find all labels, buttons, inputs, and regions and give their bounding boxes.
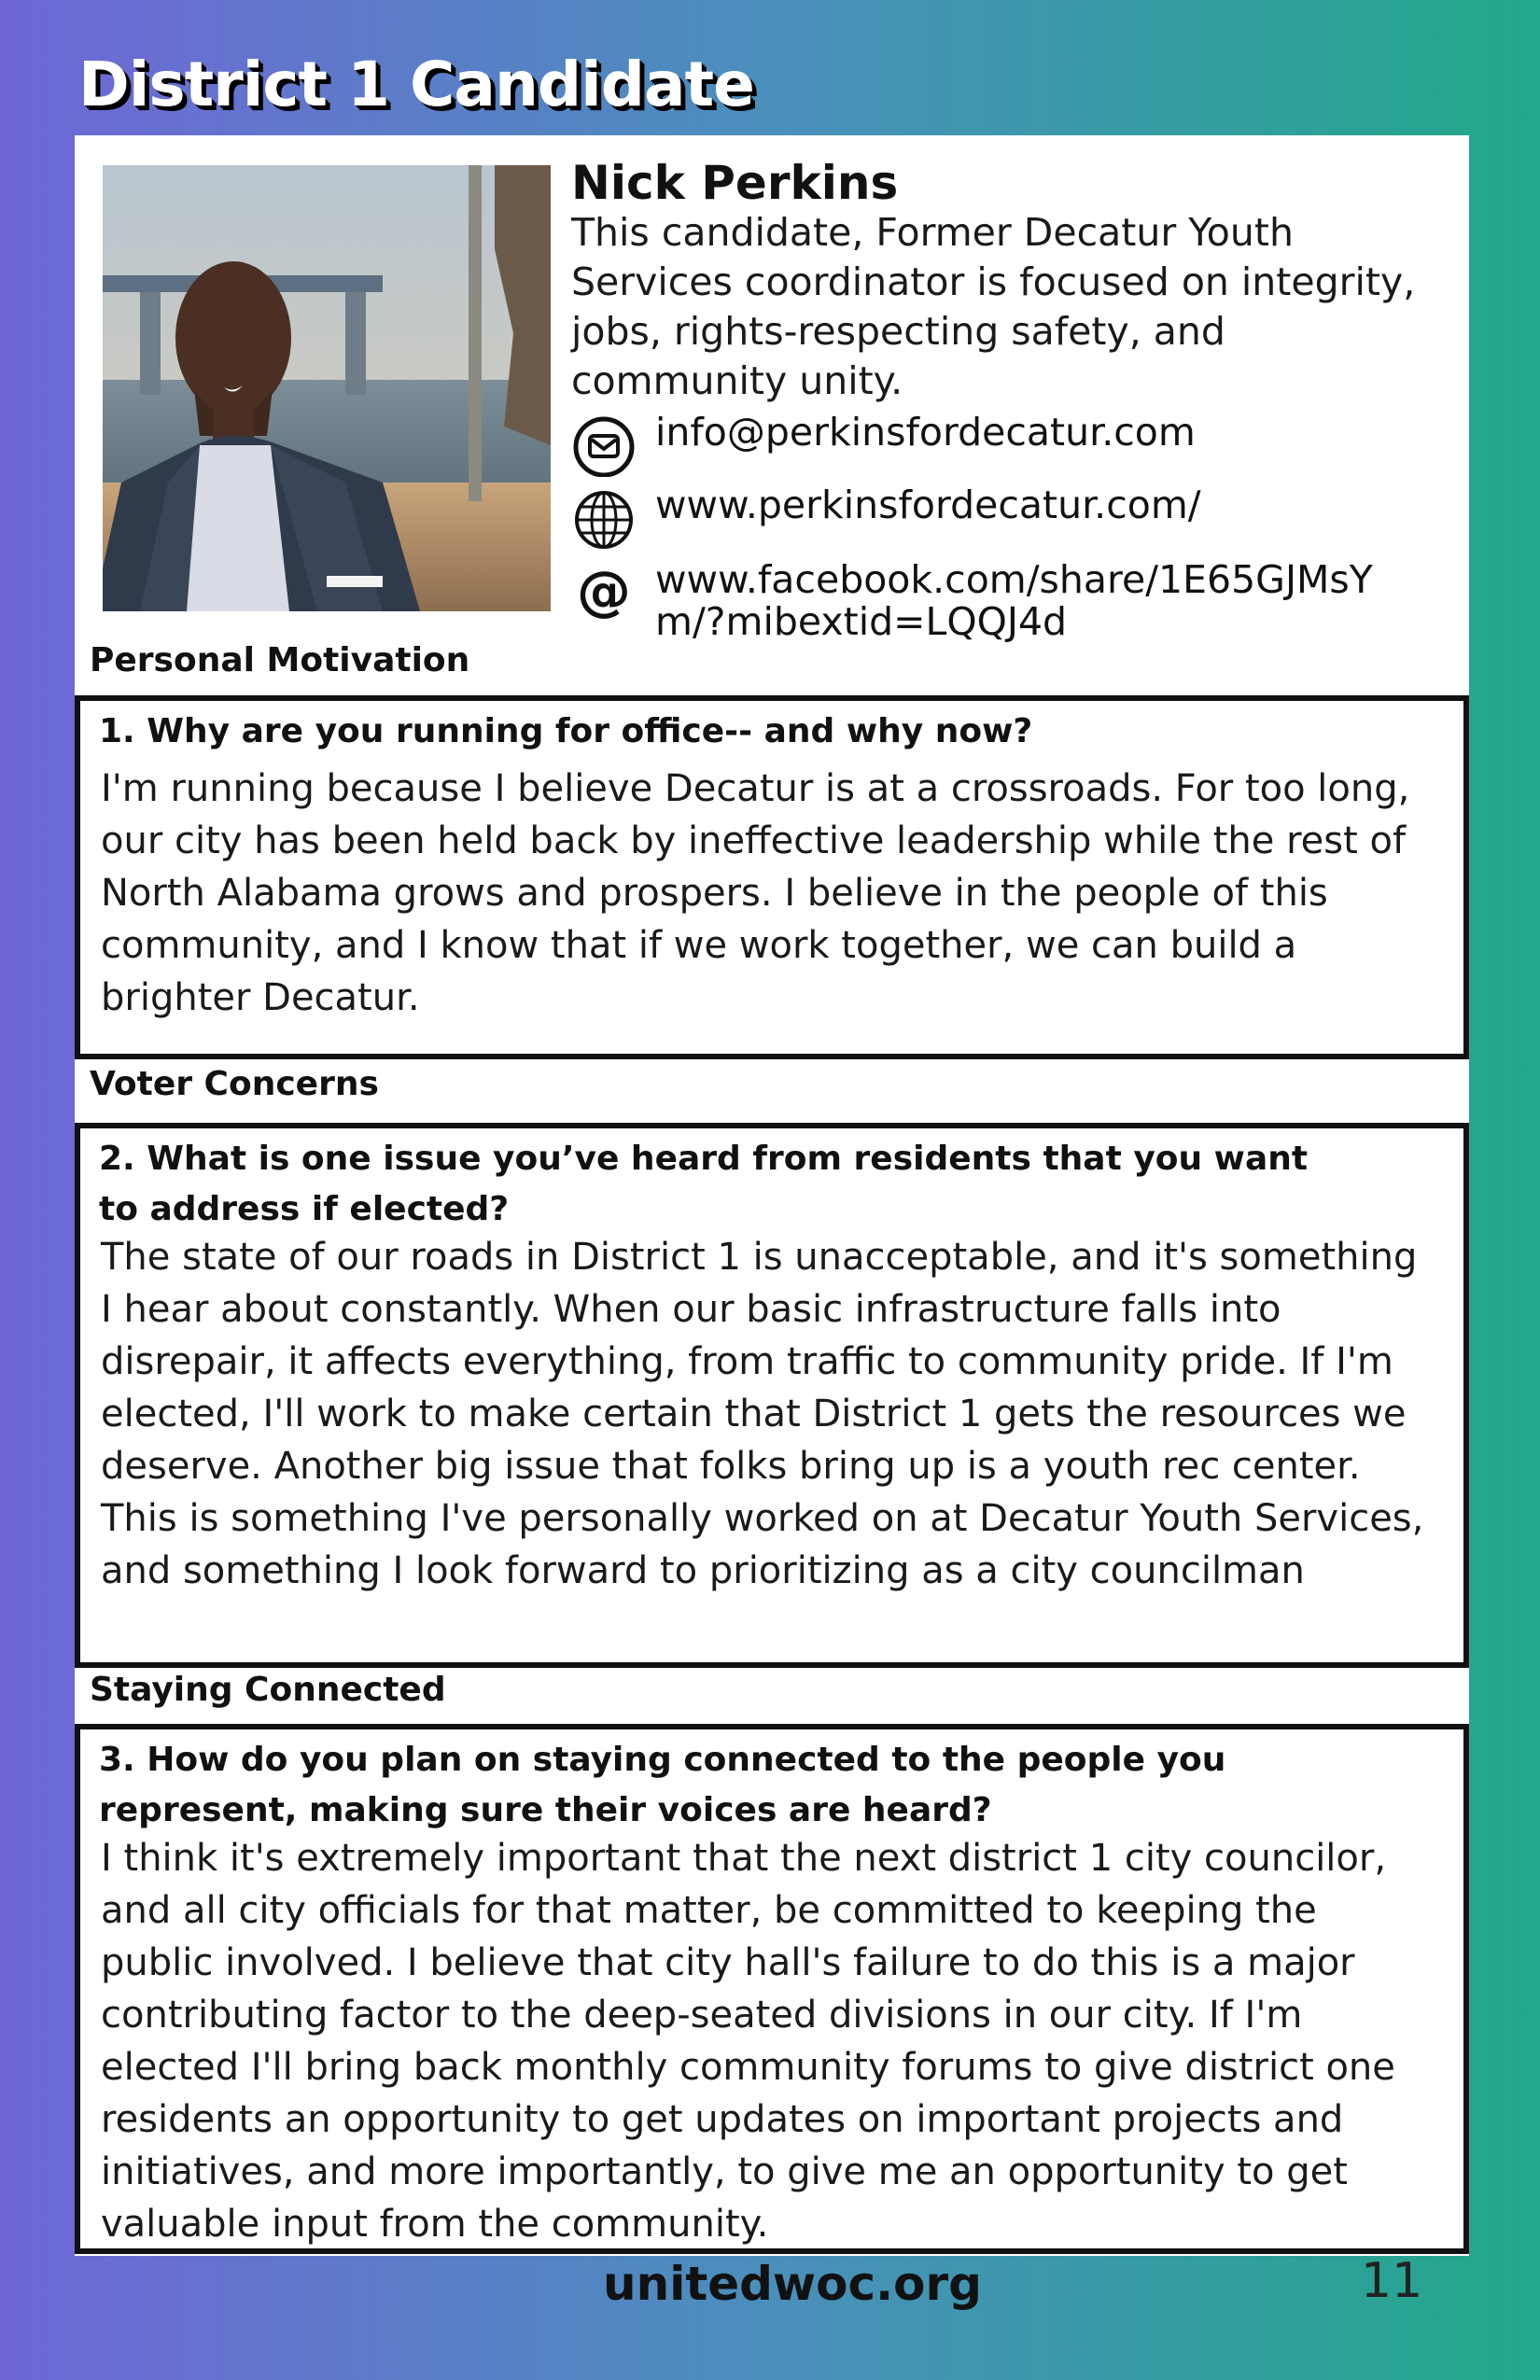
section-label-staying-connected: Staying Connected (90, 1671, 446, 1709)
contact-email[interactable] (571, 412, 1421, 477)
contact-facebook[interactable] (571, 559, 1421, 643)
answer-1: I'm running because I believe Decatur is at a crossroads. For too long, our city has been held back by ineffective leadership while the rest of North Alabama grows and prospers. I believe in the people of this community, and I know that if we work together, we can build a brighter Decatur. (101, 767, 1410, 1019)
at-icon (571, 559, 637, 624)
candidate-card (75, 135, 1469, 2256)
answer-2: The state of our roads in District 1 is unacceptable, and it's something I hear about constantly. When our basic infrastructure falls into disrepair, it affects everything, from traffic to community pride. If I'm elected, I'll work to make certain that District 1 gets the resources we deserve. Another big issue that folks bring up is a youth rec center. This is something I've personally worked on at Decatur Youth Services, and something I look forward to prioritizing as a city councilman (101, 1236, 1424, 1592)
question-box-3 (75, 1724, 1469, 2254)
question-3: 3. How do you plan on staying connected to the people you represent, making sure their voices are heard? (99, 1741, 1226, 1829)
section-label-personal-motivation: Personal Motivation (90, 641, 470, 679)
page-title: District 1 Candidate (78, 49, 754, 120)
candidate-summary: This candidate, Former Decatur Youth Services coordinator is focused on integrity, jobs, rights-respecting safety, and community unity. (571, 210, 1416, 403)
section-label-voter-concerns: Voter Concerns (90, 1065, 379, 1103)
question-2: 2. What is one issue you’ve heard from residents that you want to address if elected? (99, 1140, 1309, 1228)
facebook-link[interactable]: www.facebook.com/share/1E65GJMsYm/?mibextid=LQQJ4d (655, 557, 1373, 644)
page-number: 11 (1361, 2253, 1423, 2309)
answer-3: I think it's extremely important that the next district 1 city councilor, and all city officials for that matter, be committed to keeping the public involved. I believe that city hall's failure to do this is a major contributing factor to the deep-seated divisions in our city. If I'm elected I'll bring back monthly community forums to give district one residents an opportunity to get updates on important projects and initiatives, and more importantly, to give me an opportunity to get valuable input from the community. (101, 1837, 1395, 2246)
question-1: 1. Why are you running for office-- and why now? (99, 712, 1033, 750)
globe-icon (571, 484, 637, 550)
contact-website[interactable] (571, 484, 1421, 550)
email-link[interactable]: info@perkinsfordecatur.com (655, 410, 1196, 455)
footer-website[interactable]: unitedwoc.org (603, 2257, 982, 2311)
email-icon (571, 412, 637, 477)
website-link[interactable]: www.perkinsfordecatur.com/ (655, 483, 1201, 527)
question-box-2 (75, 1123, 1469, 1668)
candidate-photo (103, 165, 551, 611)
svg-text:@: @ (577, 559, 631, 623)
question-box-1 (75, 695, 1469, 1059)
candidate-name: Nick Perkins (571, 156, 899, 210)
